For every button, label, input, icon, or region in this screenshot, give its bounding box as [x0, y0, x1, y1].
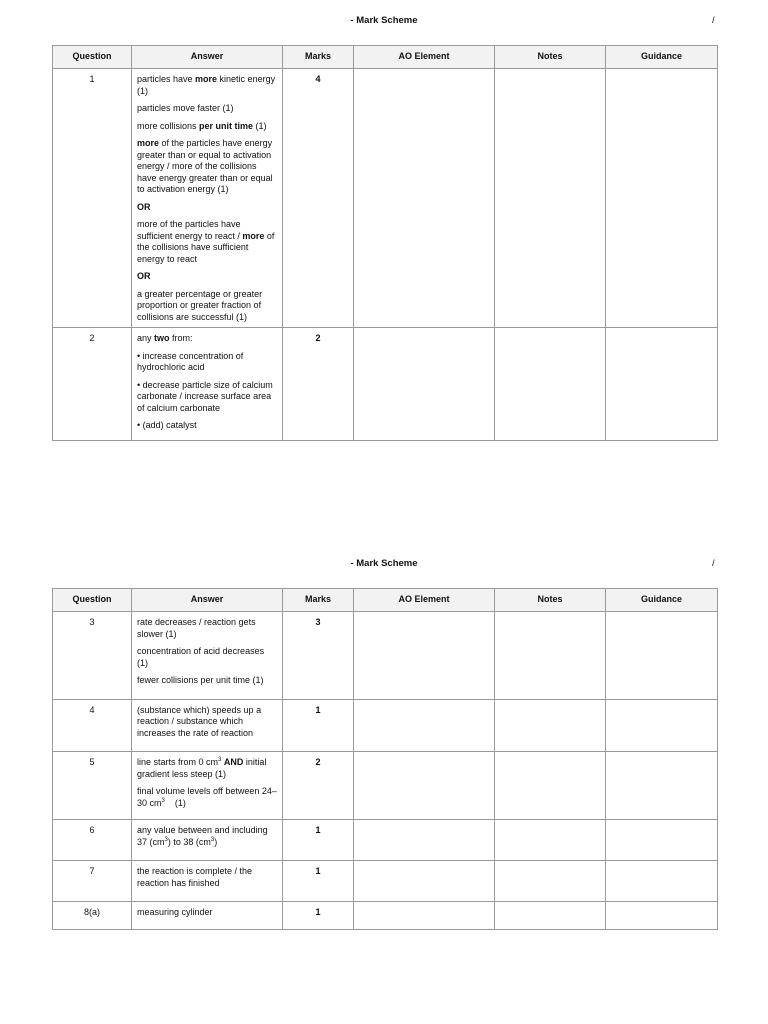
question-number: 6 [53, 820, 132, 861]
answer-cell [132, 902, 283, 930]
page-number-slash: / [712, 15, 715, 26]
marks-value: 1 [283, 902, 354, 930]
column-header-guidance: Guidance [606, 46, 718, 69]
notes-cell [495, 752, 606, 820]
answer-line: fewer collisions per unit time (1) [137, 675, 264, 685]
answer-cell [132, 69, 283, 328]
ao-element-cell [354, 328, 495, 441]
column-header-ao-element: AO Element [354, 46, 495, 69]
answer-cell [132, 612, 283, 700]
marks-value: 1 [283, 820, 354, 861]
mark-scheme-table [52, 45, 718, 441]
guidance-cell [606, 69, 718, 328]
ao-element-cell [354, 752, 495, 820]
question-number: 3 [53, 612, 132, 700]
guidance-cell [606, 820, 718, 861]
page-number-slash: / [712, 558, 715, 569]
table-row [53, 820, 718, 861]
answer-line: any value between and including 37 $(cm^3)$ to 38 $(cm^3)$ [137, 825, 268, 847]
answer-line: particles have more kinetic energy (1) [137, 74, 276, 96]
guidance-cell [606, 699, 718, 752]
guidance-cell [606, 612, 718, 700]
table-row [53, 861, 718, 902]
notes-cell [495, 861, 606, 902]
answer-cell [132, 820, 283, 861]
answer-line: • (add) catalyst [137, 420, 197, 430]
ao-element-cell [354, 861, 495, 902]
answer-line: OR [137, 271, 151, 281]
marks-value: 2 [283, 752, 354, 820]
notes-cell [495, 612, 606, 700]
table-header-row [53, 46, 718, 69]
table-row [53, 612, 718, 700]
column-header-question: Question [53, 589, 132, 612]
notes-cell [495, 902, 606, 930]
page-header [0, 558, 768, 572]
answer-line: OR [137, 201, 151, 212]
ao-element-cell [354, 612, 495, 700]
answer-line: more collisions per unit time (1) [137, 120, 267, 131]
answer-line: • increase concentration of hydrochloric acid [137, 350, 244, 372]
answer-line: a greater percentage or greater proportion or greater fraction of collisions are successful (1) [137, 288, 263, 322]
answer-line: (substance which) speeds up a reaction / substance which increases the rate of reaction [137, 704, 262, 738]
page-header [0, 15, 768, 29]
notes-cell [495, 328, 606, 441]
question-number: 5 [53, 752, 132, 820]
page-title: - Mark Scheme [350, 15, 418, 26]
marks-value: 1 [283, 861, 354, 902]
answer-line: more of the particles have energy greater than or equal to activation energy / more of the collisions have energy greater than or equal to activation energy (1) [137, 138, 273, 194]
question-number: 7 [53, 861, 132, 902]
column-header-marks: Marks [283, 589, 354, 612]
marks-value: 3 [283, 612, 354, 700]
column-header-marks: Marks [283, 46, 354, 69]
column-header-answer: Answer [132, 46, 283, 69]
ao-element-cell [354, 902, 495, 930]
table-header-row [53, 589, 718, 612]
notes-cell [495, 69, 606, 328]
notes-cell [495, 699, 606, 752]
column-header-answer: Answer [132, 589, 283, 612]
ao-element-cell [354, 699, 495, 752]
answer-line: measuring cylinder [137, 907, 213, 917]
table-row [53, 902, 718, 930]
answer-line: • decrease particle size of calcium carbonate / increase surface area of calcium carbonate [137, 379, 273, 413]
guidance-cell [606, 861, 718, 902]
answer-cell [132, 328, 283, 441]
table-row [53, 328, 718, 441]
page-title: - Mark Scheme [350, 558, 418, 569]
answer-line: final volume levels off between 24–30 $cm^3$ (1) [137, 786, 277, 808]
answer-cell [132, 752, 283, 820]
column-header-notes: Notes [495, 46, 606, 69]
answer-line: line starts from 0 $cm^3$ AND initial gradient less steep (1) [137, 757, 267, 779]
answer-line: rate decreases / reaction gets slower (1) [137, 617, 256, 639]
column-header-notes: Notes [495, 589, 606, 612]
question-number: 8(a) [53, 902, 132, 930]
ao-element-cell [354, 820, 495, 861]
marks-value: 4 [283, 69, 354, 328]
column-header-guidance: Guidance [606, 589, 718, 612]
question-number: 2 [53, 328, 132, 441]
mark-scheme-table [52, 588, 718, 930]
answer-line: the reaction is complete / the reaction has finished [137, 866, 253, 888]
column-header-ao-element: AO Element [354, 589, 495, 612]
answer-line: more of the particles have sufficient energy to react / more of the collisions have sufficient energy to react [137, 219, 275, 264]
guidance-cell [606, 902, 718, 930]
guidance-cell [606, 328, 718, 441]
marks-value: 1 [283, 699, 354, 752]
column-header-question: Question [53, 46, 132, 69]
question-number: 1 [53, 69, 132, 328]
question-number: 4 [53, 699, 132, 752]
guidance-cell [606, 752, 718, 820]
answer-line: concentration of acid decreases (1) [137, 646, 265, 668]
marks-value: 2 [283, 328, 354, 441]
answer-line: any two from: [137, 333, 193, 343]
answer-line: particles move faster (1) [137, 103, 234, 113]
answer-cell [132, 699, 283, 752]
table-row [53, 69, 718, 328]
notes-cell [495, 820, 606, 861]
table-row [53, 752, 718, 820]
ao-element-cell [354, 69, 495, 328]
answer-cell [132, 861, 283, 902]
table-row [53, 699, 718, 752]
